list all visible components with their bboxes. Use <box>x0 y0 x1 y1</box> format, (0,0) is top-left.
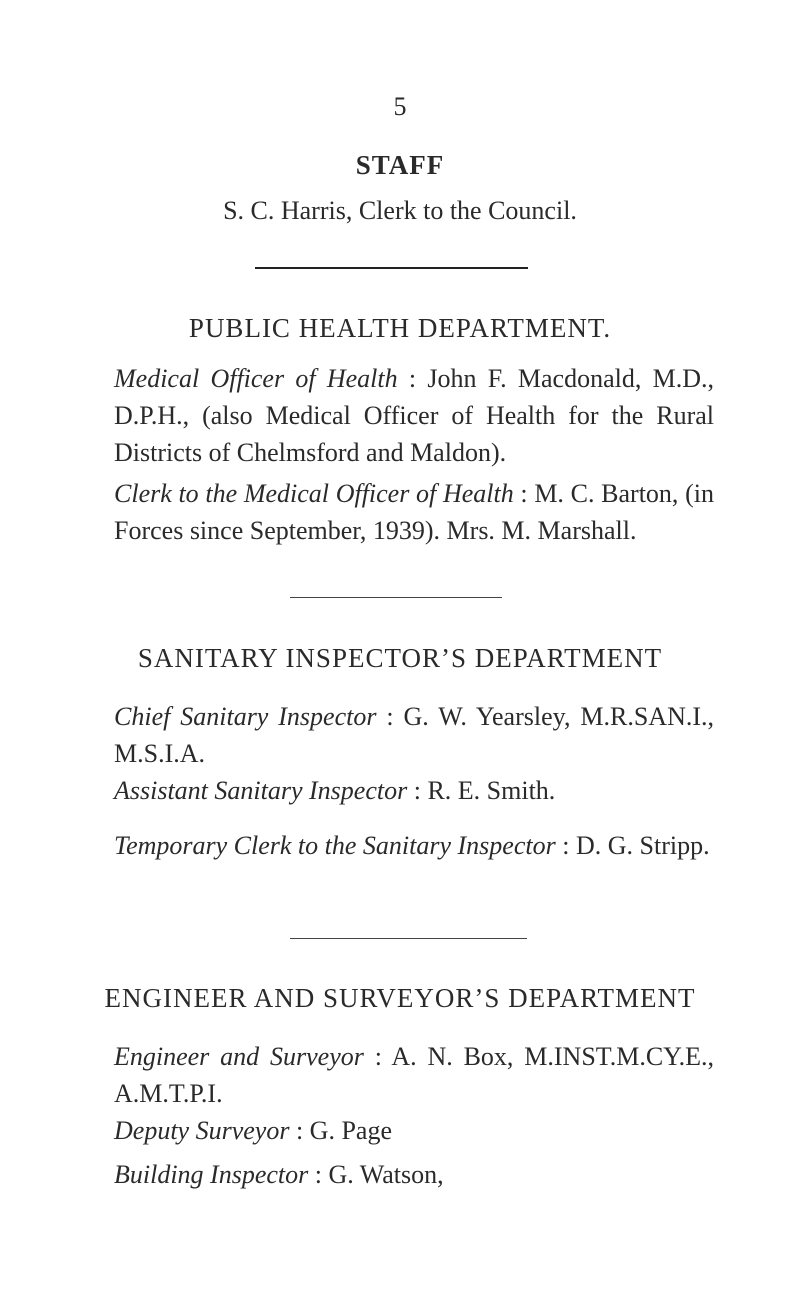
medical-officer-entry <box>114 360 714 471</box>
page-number: 5 <box>393 92 407 121</box>
deputy-surveyor-role: Deputy Surveyor <box>114 1116 290 1145</box>
council-clerk-line: S. C. Harris, Clerk to the Council. <box>223 196 577 225</box>
sanitary-heading: SANITARY INSPECTOR’S DEPARTMENT <box>137 643 663 673</box>
staff-title: STAFF <box>355 150 445 180</box>
chief-inspector-role: Chief Sanitary Inspector <box>114 702 377 731</box>
temporary-clerk-text: : D. G. Stripp. <box>562 831 710 860</box>
mo-clerk-text: : M. C. Barton, (in Forces since September, 1939). Mrs. M. Marshall. <box>114 479 714 545</box>
engineer-text: : A. N. Box, M.INST.M.CY.E., A.M.T.P.I. <box>114 1042 714 1108</box>
medical-officer-text: : John F. Macdonald, M.D., D.P.H., (also Medical Officer of Health for the Rural Districts of Chelmsford and Maldon). <box>114 364 714 467</box>
assistant-inspector-entry <box>114 772 714 809</box>
building-inspector-text: : G. Watson, <box>314 1160 444 1189</box>
mo-clerk-entry <box>114 475 714 549</box>
engineer-entry <box>114 1038 714 1112</box>
chief-inspector-text: : G. W. Yearsley, M.R.SAN.I., M.S.I.A. <box>114 702 714 768</box>
temporary-clerk-role: Temporary Clerk to the Sanitary Inspector <box>114 831 556 860</box>
public-health-heading: PUBLIC HEALTH DEPARTMENT. <box>188 313 612 343</box>
temporary-clerk-entry <box>114 827 714 864</box>
divider-rule <box>290 938 527 939</box>
building-inspector-entry <box>114 1156 714 1193</box>
mo-clerk-role: Clerk to the Medical Officer of Health <box>114 479 514 508</box>
medical-officer-role: Medical Officer of Health <box>114 364 398 393</box>
divider-rule <box>290 597 502 598</box>
engineer-heading: ENGINEER AND SURVEYOR’S DEPARTMENT <box>104 983 696 1013</box>
chief-inspector-entry <box>114 698 714 772</box>
building-inspector-role: Building Inspector <box>114 1160 309 1189</box>
deputy-surveyor-text: : G. Page <box>295 1116 392 1145</box>
assistant-inspector-role: Assistant Sanitary Inspector <box>114 776 408 805</box>
assistant-inspector-text: : R. E. Smith. <box>413 776 556 805</box>
deputy-surveyor-entry <box>114 1112 714 1149</box>
divider-rule <box>255 267 528 269</box>
engineer-role: Engineer and Surveyor <box>114 1042 364 1071</box>
